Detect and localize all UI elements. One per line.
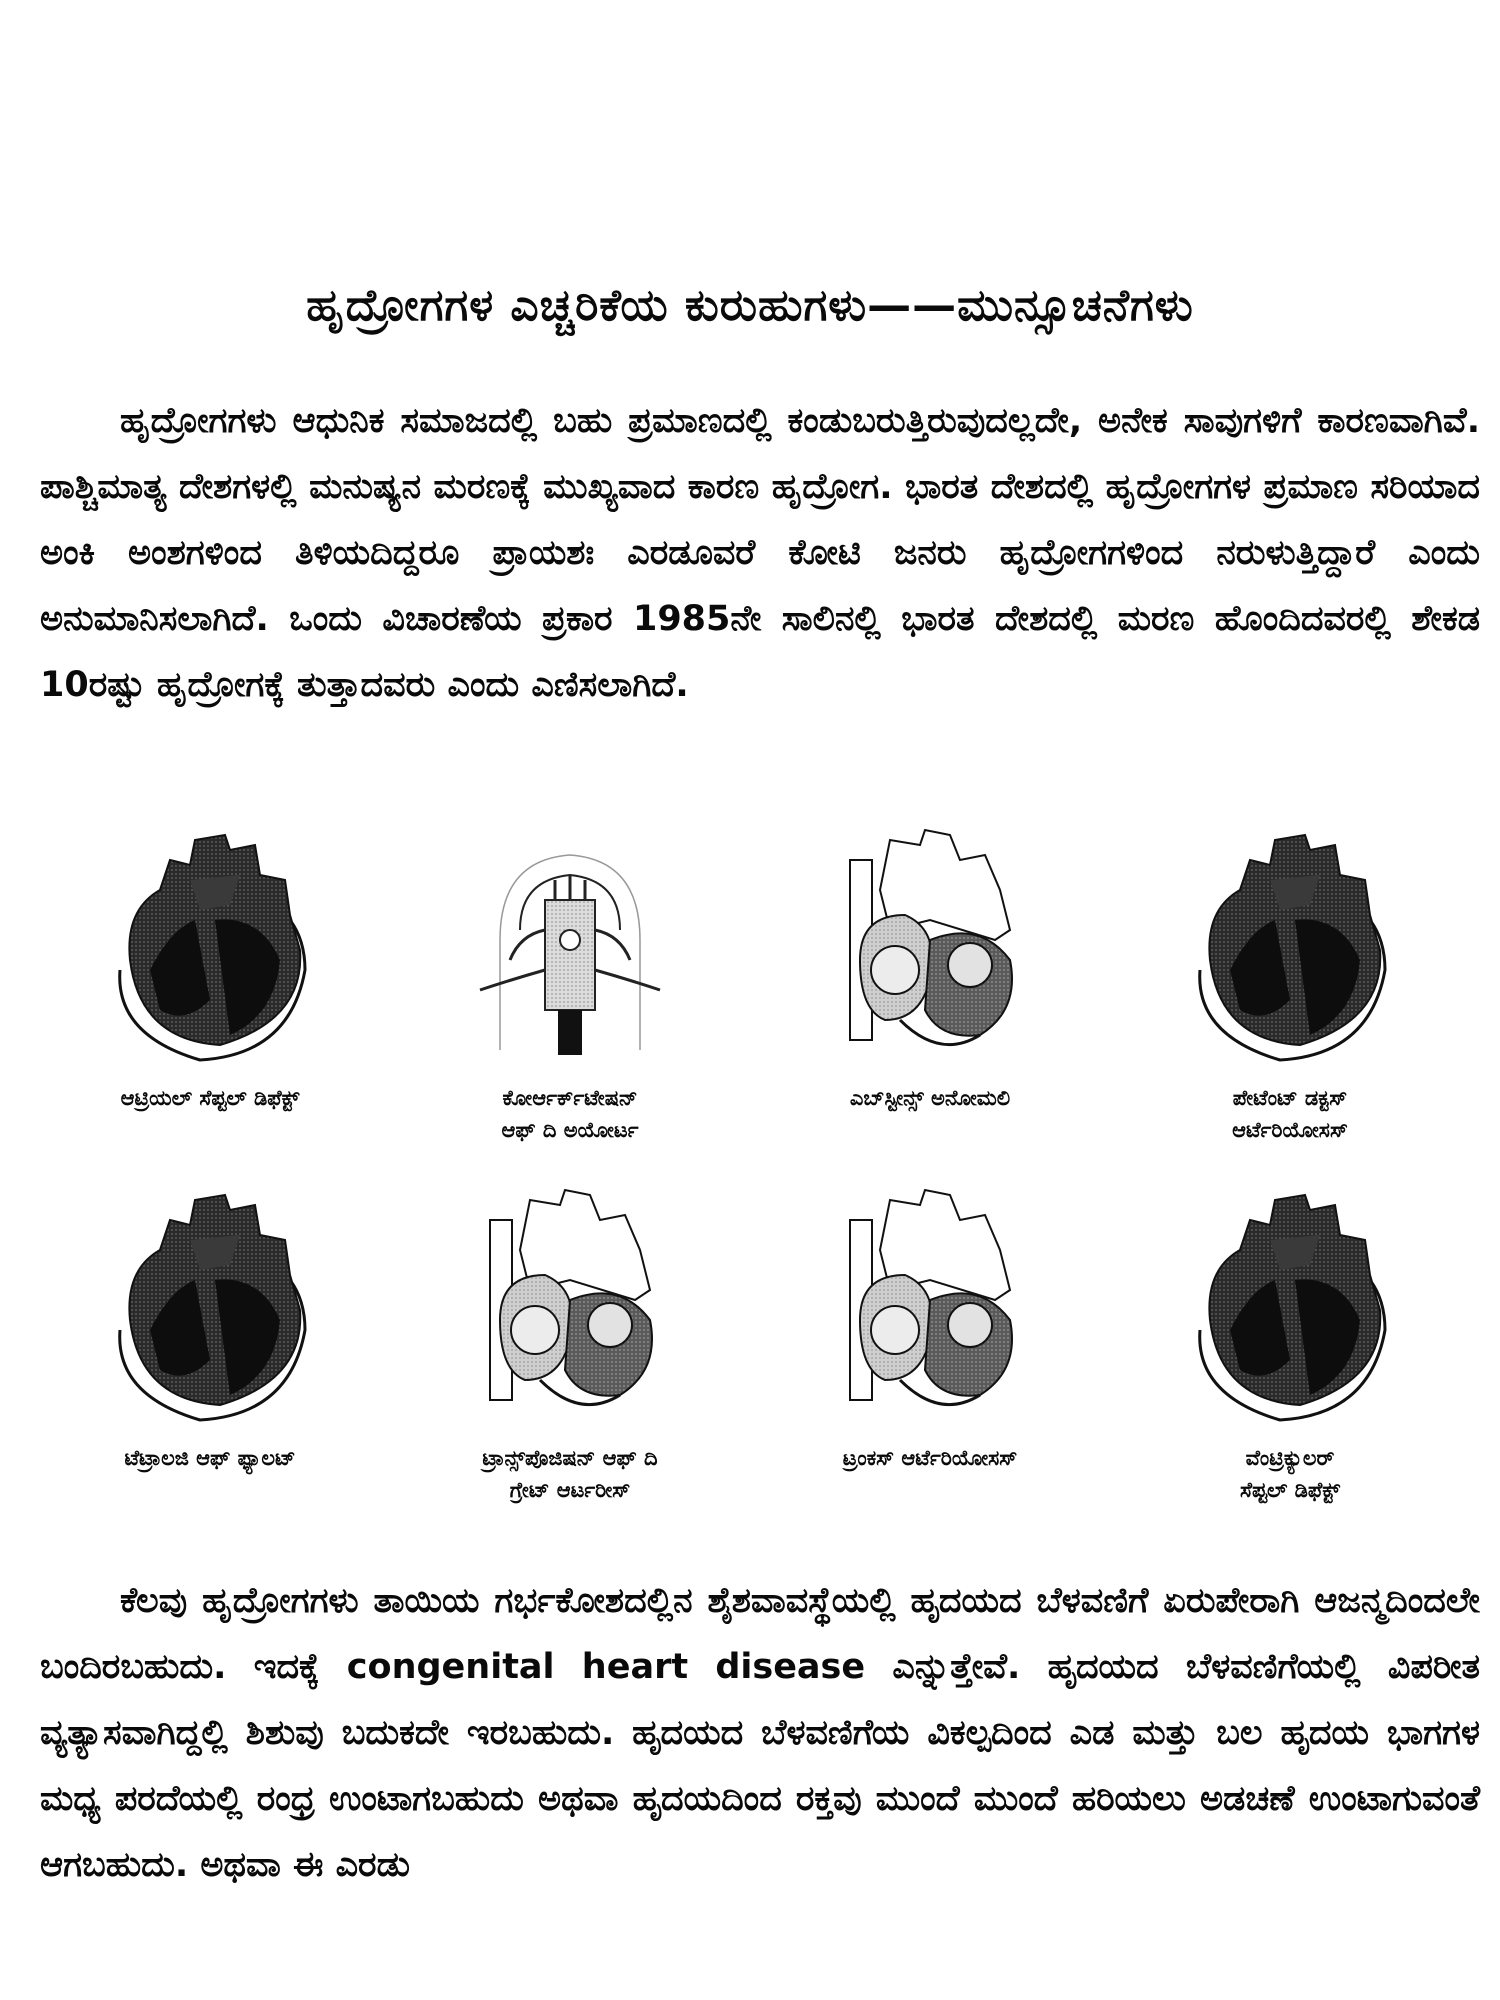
figure-caption-line: ಸೆಪ್ಟಲ್ ಡಿಫೆಕ್ಟ್ <box>1240 1478 1340 1502</box>
heart-figure <box>30 1180 390 1540</box>
heart-figure <box>1110 820 1470 1180</box>
heart-figure <box>390 820 750 1180</box>
figure-caption-line: ವೆಂಟ್ರಿಕ್ಯುಲರ್ <box>1245 1446 1335 1470</box>
figure-caption <box>1110 1082 1470 1146</box>
heart-illustration <box>1170 1180 1410 1430</box>
heart-illustration <box>450 820 690 1070</box>
figure-caption-line: ಗ್ರೇಟ್ ಆರ್ಟರೀಸ್ <box>509 1478 631 1502</box>
figure-caption <box>750 1442 1110 1474</box>
heart-illustration <box>810 1180 1050 1430</box>
heart-figure <box>390 1180 750 1540</box>
figure-caption-line: ಟ್ರಂಕಸ್ ಆರ್ಟೆರಿಯೋಸಸ್ <box>842 1446 1018 1470</box>
heart-figure <box>1110 1180 1470 1540</box>
figure-caption-line: ಕೋರ್ಆರ್ಕ್‌ಟೇಷನ್ <box>502 1086 638 1110</box>
intro-paragraph: ಹೃದ್ರೋಗಗಳು ಆಧುನಿಕ ಸಮಾಜದಲ್ಲಿ ಬಹು ಪ್ರಮಾಣದಲ್ಲಿ ಕಂಡುಬರುತ್ತಿರುವುದಲ್ಲದೇ, ಅನೇಕ ಸಾವುಗಳಿಗೆ ಕಾರಣವಾಗಿವೆ. ಪಾಶ್ಚಿಮಾತ್ಯ ದೇಶಗಳಲ್ಲಿ ಮನುಷ್ಯನ ಮರಣಕ್ಕೆ ಮುಖ್ಯವಾದ ಕಾರಣ ಹೃದ್ರೋಗ. ಭಾರತ ದೇಶದಲ್ಲಿ ಹೃದ್ರೋಗಗಳ ಪ್ರಮಾಣ ಸರಿಯಾದ ಅಂಕಿ ಅಂಶಗಳಿಂದ ತಿಳಿಯದಿದ್ದರೂ ಪ್ರಾಯಶಃ ಎರಡೂವರೆ ಕೋಟಿ ಜನರು ಹೃದ್ರೋಗಗಳಿಂದ ನರುಳುತ್ತಿದ್ದಾರೆ ಎಂದು ಅನುಮಾನಿಸಲಾಗಿದೆ. ಒಂದು ವಿಚಾರಣೆಯ ಪ್ರಕಾರ 1985ನೇ ಸಾಲಿನಲ್ಲಿ ಭಾರತ ದೇಶದಲ್ಲಿ ಮರಣ ಹೊಂದಿದವರಲ್ಲಿ ಶೇಕಡ 10ರಷ್ಟು ಹೃದ್ರೋಗಕ್ಕೆ ತುತ್ತಾದವರು ಎಂದು ಎಣಿಸಲಾಗಿದೆ. <box>40 401 1480 705</box>
figure-caption-line: ಟ್ರಾನ್ಸ್‌ಪೊಜಿಷನ್ ಆಫ್ ದಿ <box>482 1446 658 1470</box>
figure-caption <box>390 1082 750 1146</box>
heart-illustration <box>90 820 330 1070</box>
figure-caption <box>30 1442 390 1474</box>
figure-caption-line: ಟೆಟ್ರಾಲಜಿ ಆಫ್ ಫ್ಯಾಲಟ್ <box>124 1446 296 1470</box>
heart-figure <box>30 820 390 1180</box>
figure-caption-line: ಆಟ್ರಿಯಲ್ ಸೆಪ್ಟಲ್ ಡಿಫೆಕ್ಟ್ <box>120 1086 300 1110</box>
congenital-paragraph: ಕೆಲವು ಹೃದ್ರೋಗಗಳು ತಾಯಿಯ ಗರ್ಭಕೋಶದಲ್ಲಿನ ಶೈಶವಾವಸ್ಥೆಯಲ್ಲಿ ಹೃದಯದ ಬೆಳವಣಿಗೆ ಏರುಪೇರಾಗಿ ಆಜನ್ಮದಿಂದಲೇ ಬಂದಿರಬಹುದು. ಇದಕ್ಕೆ congenital heart disease ಎನ್ನುತ್ತೇವೆ. ಹೃದಯದ ಬೆಳವಣಿಗೆಯಲ್ಲಿ ವಿಪರೀತ ವ್ಯತ್ಯಾಸವಾಗಿದ್ದಲ್ಲಿ ಶಿಶುವು ಬದುಕದೇ ಇರಬಹುದು. ಹೃದಯದ ಬೆಳವಣಿಗೆಯ ವಿಕಲ್ಪದಿಂದ ಎಡ ಮತ್ತು ಬಲ ಹೃದಯ ಭಾಗಗಳ ಮಧ್ಯ ಪರದೆಯಲ್ಲಿ ರಂಧ್ರ ಉಂಟಾಗಬಹುದು ಅಥವಾ ಹೃದಯದಿಂದ ರಕ್ತವು ಮುಂದೆ ಮುಂದೆ ಹರಿಯಲು ಅಡಚಣೆ ಉಂಟಾಗುವಂತೆ ಆಗಬಹುದು. ಅಥವಾ ಈ ಎರಡು <box>40 1581 1480 1885</box>
figure-caption-line: ಎಬ್‌ಸ್ಟೀನ್ಸ್ ಅನೋಮಲಿ <box>849 1086 1011 1110</box>
heart-illustration <box>1170 820 1410 1070</box>
figure-caption-line: ಪೇಟೆಂಟ್ ಡಕ್ಟಸ್ <box>1232 1086 1348 1110</box>
figure-caption <box>30 1082 390 1114</box>
heart-figure <box>750 1180 1110 1540</box>
figure-caption <box>390 1442 750 1506</box>
heart-illustration <box>810 820 1050 1070</box>
heart-defect-figures <box>30 820 1470 1540</box>
heart-illustration <box>450 1180 690 1430</box>
page-title: ಹೃದ್ರೋಗಗಳ ಎಚ್ಚರಿಕೆಯ ಕುರುಹುಗಳು——ಮುನ್ಸೂಚನೆಗಳು <box>306 280 1194 331</box>
figure-caption <box>750 1082 1110 1114</box>
figure-caption-line: ಆರ್ಟೆರಿಯೋಸಸ್ <box>1232 1118 1348 1142</box>
heart-figure <box>750 820 1110 1180</box>
heart-illustration <box>90 1180 330 1430</box>
figure-caption-line: ಆಫ್ ದಿ ಅಯೋರ್ಟ <box>501 1118 639 1142</box>
figure-caption <box>1110 1442 1470 1506</box>
